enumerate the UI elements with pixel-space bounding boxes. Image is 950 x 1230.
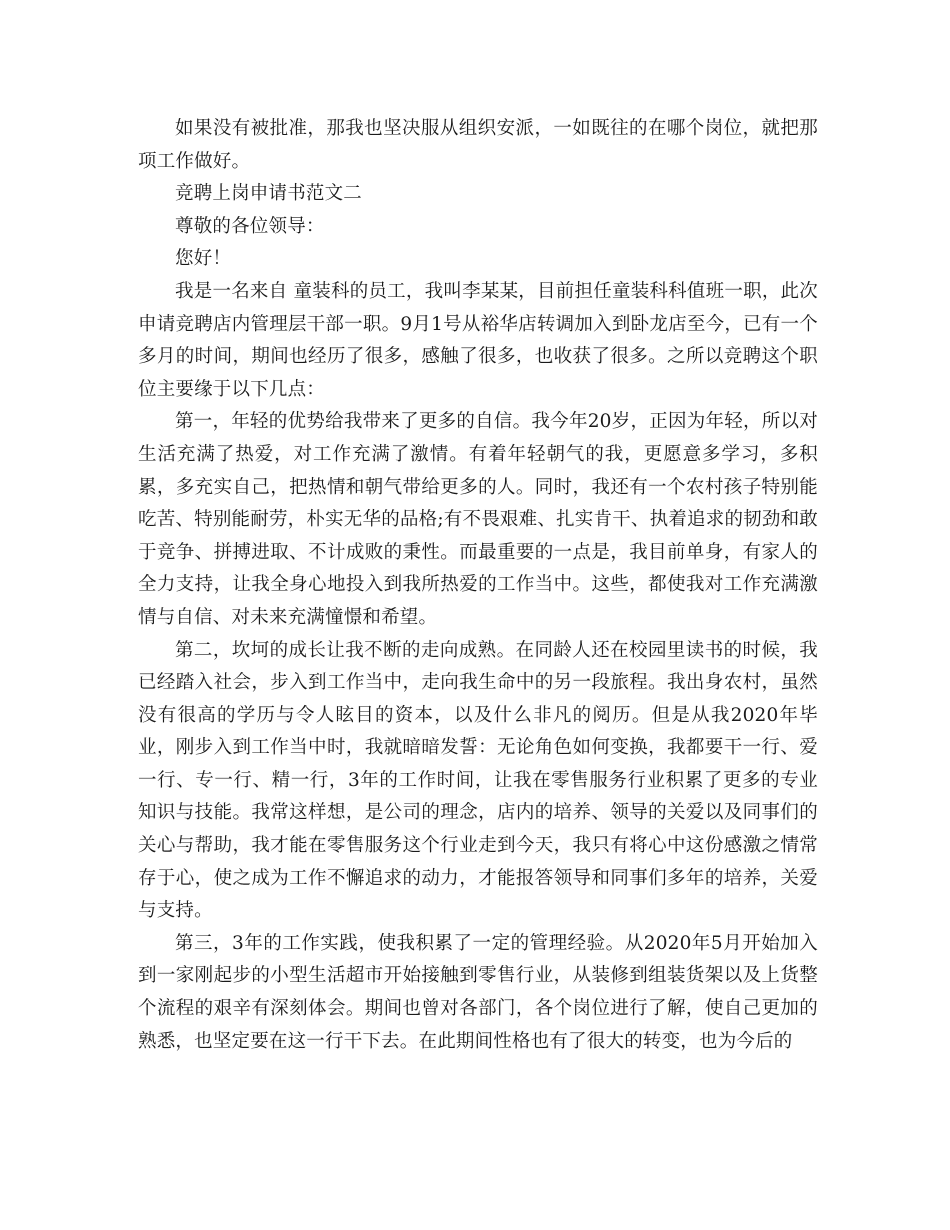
document-body — [138, 113, 818, 1058]
paragraph-point-three: 第三，3年的工作实践，使我积累了一定的管理经验。从2020年5月开始加入到一家刚起步的小型生活超市开始接触到零售行业，从装修到组装货架以及上货整个流程的艰辛有深刻体会。期间也曾对各部门，各个岗位进行了解，使自己更加的熟悉，也坚定要在这一行干下去。在此期间性格也有了很大的转变，也为今后的 — [138, 932, 818, 1052]
paragraph-closing-statement: 如果没有被批准，那我也坚决服从组织安派，一如既往的在哪个岗位，就把那项工作做好。 — [138, 118, 818, 172]
greeting: 您好！ — [175, 248, 232, 270]
paragraph-point-two: 第二，坎坷的成长让我不断的走向成熟。在同龄人还在校园里读书的时候，我已经踏入社会，步入到工作当中，走向我生命中的另一段旅程。我出身农村，虽然没有很高的学历与令人眩目的资本，以及什么非凡的阅历。但是从我2020年毕业，刚步入到工作当中时，我就暗暗发誓：无论角色如何变换，我都要干一行、爱一行、专一行、精一行，3年的工作时间，让我在零售服务行业积累了更多的专业知识与技能。我常这样想，是公司的理念，店内的培养、领导的关爱以及同事们的关心与帮助，我才能在零售服务这个行业走到今天，我只有将心中这份感激之情常存于心，使之成为工作不懈追求的动力，才能报答领导和同事们多年的培养，关爱与支持。 — [138, 639, 818, 922]
paragraph-introduction: 我是一名来自 童装科的员工，我叫李某某，目前担任童装科科值班一职，此次申请竞聘店内管理层干部一职。9月1号从裕华店转调加入到卧龙店至今，已有一个多月的时间，期间也经历了很多，感触了很多，也收获了很多。之所以竞聘这个职位主要缘于以下几点： — [138, 280, 818, 400]
salutation: 尊敬的各位领导： — [175, 215, 325, 237]
paragraph-point-one: 第一，年轻的优势给我带来了更多的自信。我今年20岁，正因为年轻，所以对生活充满了热爱，对工作充满了激情。有着年轻朝气的我，更愿意多学习，多积累，多充实自己，把热情和朝气带给更多的人。同时，我还有一个农村孩子特别能吃苦、特别能耐劳，朴实无华的品格;有不畏艰难、扎实肯干、执着追求的韧劲和敢于竞争、拼搏进取、不计成败的秉性。而最重要的一点是，我目前单身，有家人的全力支持，让我全身心地投入到我所热爱的工作当中。这些，都使我对工作充满激情与自信、对未来充满憧憬和希望。 — [138, 411, 818, 628]
section-title: 竞聘上岗申请书范文二 — [175, 183, 363, 205]
